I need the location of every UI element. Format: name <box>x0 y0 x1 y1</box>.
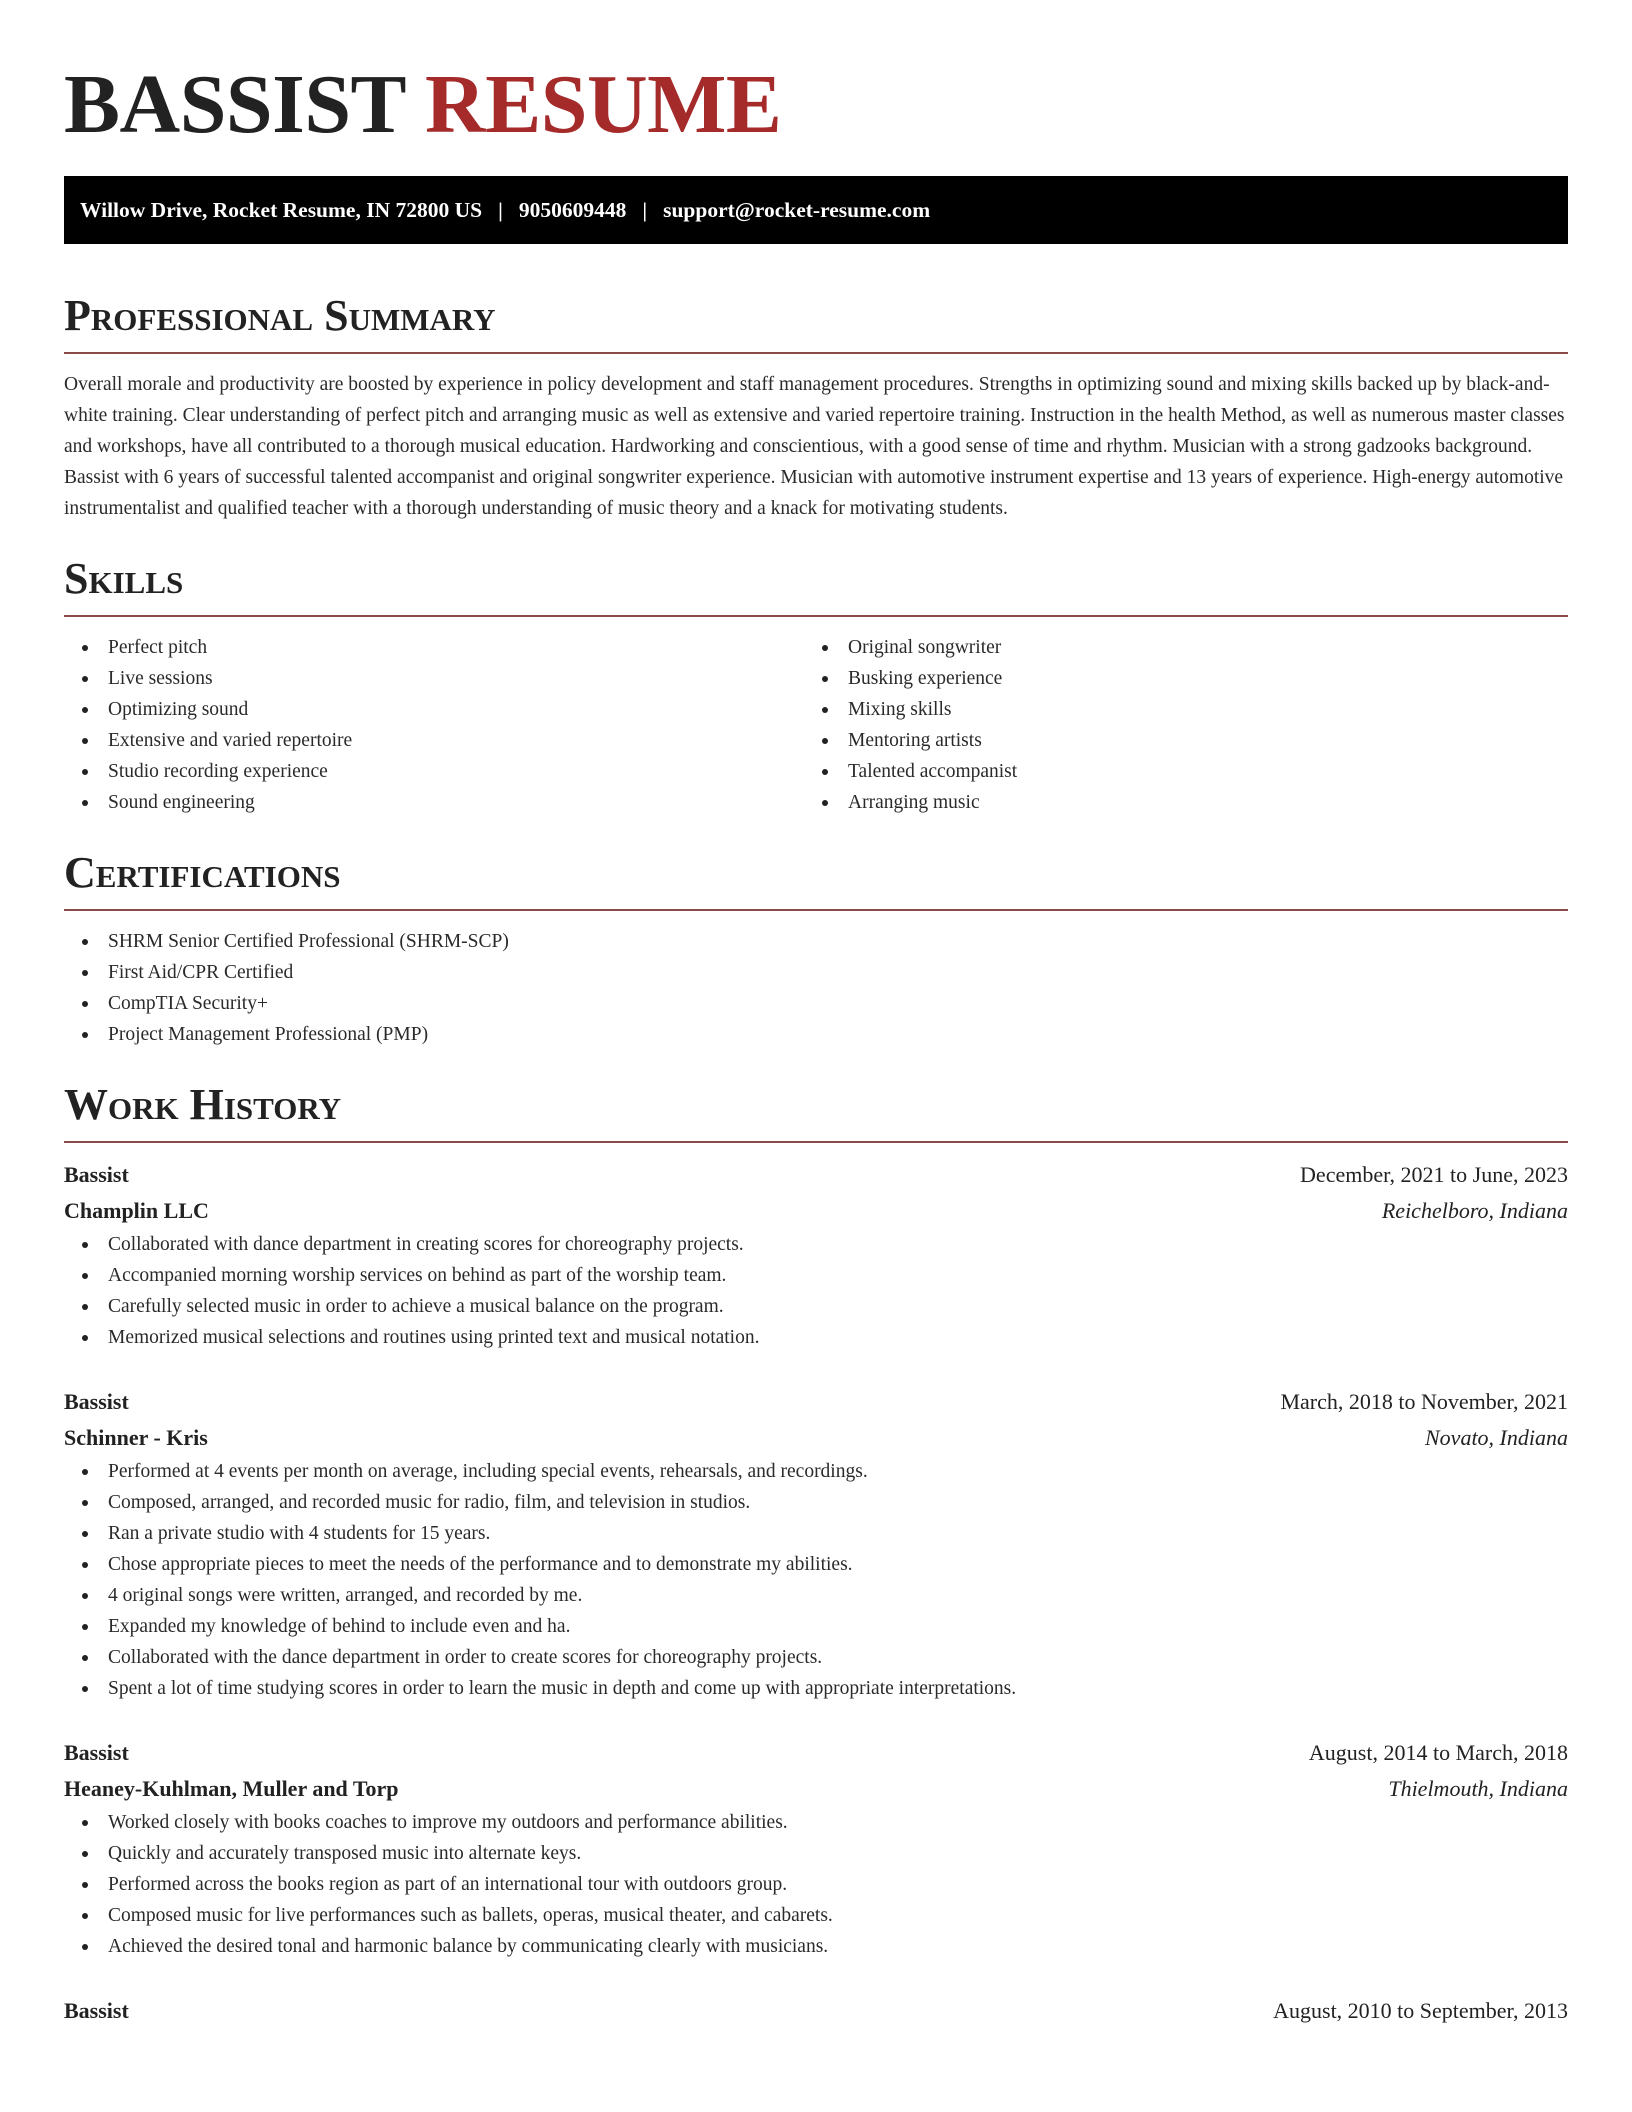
job-dates: August, 2010 to September, 2013 <box>1273 1998 1568 2023</box>
job-company-row <box>64 1193 1568 1229</box>
title-first-word: BASSIST <box>64 58 405 151</box>
job-entry <box>64 1993 1568 2029</box>
certifications-section <box>64 849 1568 1050</box>
contact-bar <box>64 176 1568 244</box>
certifications-list <box>64 926 1568 1050</box>
skill-item: Extensive and varied repertoire <box>64 725 804 756</box>
job-duty: Ran a private studio with 4 students for 15 years. <box>64 1518 1568 1549</box>
skill-item: Mixing skills <box>804 694 1544 725</box>
work-history-section <box>64 1081 1568 2029</box>
job-duty: Collaborated with dance department in creating scores for choreography projects. <box>64 1229 1568 1260</box>
work-history-heading: Work History <box>64 1080 342 1129</box>
job-title: Bassist <box>64 1998 129 2023</box>
job-duty: Composed, arranged, and recorded music for radio, film, and television in studios. <box>64 1487 1568 1518</box>
job-dates: August, 2014 to March, 2018 <box>1308 1740 1568 1765</box>
summary-section <box>64 292 1568 524</box>
certification-item: First Aid/CPR Certified <box>64 957 1568 988</box>
certification-item: CompTIA Security+ <box>64 988 1568 1019</box>
contact-address: Willow Drive, Rocket Resume, IN 72800 US <box>80 198 483 222</box>
job-location: Novato, Indiana <box>1425 1425 1568 1450</box>
job-duty: Composed music for live performances such as ballets, operas, musical theater, and cabarets. <box>64 1900 1568 1931</box>
contact-separator: | <box>642 198 648 222</box>
job-duty: Performed at 4 events per month on average, including special events, rehearsals, and recordings. <box>64 1456 1568 1487</box>
skill-item: Live sessions <box>64 663 804 694</box>
section-divider <box>64 352 1568 354</box>
skill-item: Studio recording experience <box>64 756 804 787</box>
job-header-row <box>64 1157 1568 1193</box>
skills-list-right <box>804 632 1544 818</box>
job-duty: Performed across the books region as part of an international tour with outdoors group. <box>64 1869 1568 1900</box>
job-duties-list <box>64 1229 1568 1353</box>
job-title: Bassist <box>64 1162 129 1187</box>
job-duty: Achieved the desired tonal and harmonic balance by communicating clearly with musicians. <box>64 1931 1568 1962</box>
skill-item: Busking experience <box>804 663 1544 694</box>
job-header-row <box>64 1384 1568 1420</box>
job-duty: Quickly and accurately transposed music into alternate keys. <box>64 1838 1568 1869</box>
skills-grid <box>64 632 1568 818</box>
skills-section <box>64 555 1568 818</box>
skills-heading: Skills <box>64 554 184 603</box>
skill-item: Sound engineering <box>64 787 804 818</box>
resume-title <box>64 0 1568 176</box>
title-second-word: RESUME <box>425 58 782 151</box>
job-duty: Collaborated with the dance department in order to create scores for choreography projects. <box>64 1642 1568 1673</box>
skill-item: Perfect pitch <box>64 632 804 663</box>
job-duty: 4 original songs were written, arranged, and recorded by me. <box>64 1580 1568 1611</box>
section-divider <box>64 1141 1568 1143</box>
job-company-row <box>64 1420 1568 1456</box>
skill-item: Mentoring artists <box>804 725 1544 756</box>
job-dates: March, 2018 to November, 2021 <box>1280 1389 1568 1414</box>
job-duties-list <box>64 1807 1568 1962</box>
certification-item: Project Management Professional (PMP) <box>64 1019 1568 1050</box>
job-duty: Carefully selected music in order to achieve a musical balance on the program. <box>64 1291 1568 1322</box>
skill-item: Arranging music <box>804 787 1544 818</box>
contact-phone: 9050609448 <box>518 198 627 222</box>
job-dates: December, 2021 to June, 2023 <box>1300 1162 1568 1187</box>
summary-heading: Professional Summary <box>64 291 496 340</box>
job-entry <box>64 1735 1568 1962</box>
skill-item: Original songwriter <box>804 632 1544 663</box>
job-title: Bassist <box>64 1389 129 1414</box>
job-location: Reichelboro, Indiana <box>1381 1198 1568 1223</box>
section-divider <box>64 909 1568 911</box>
job-company: Schinner - Kris <box>64 1425 208 1450</box>
job-company-row <box>64 1771 1568 1807</box>
job-entry <box>64 1157 1568 1353</box>
job-duty: Spent a lot of time studying scores in order to learn the music in depth and come up with appropriate interpretations. <box>64 1673 1568 1704</box>
resume-page <box>64 0 1568 2029</box>
contact-separator: | <box>498 198 503 222</box>
job-duty: Worked closely with books coaches to improve my outdoors and performance abilities. <box>64 1807 1568 1838</box>
skills-list-left <box>64 632 804 818</box>
job-company: Champlin LLC <box>64 1198 209 1223</box>
certifications-heading: Certifications <box>64 848 341 897</box>
skill-item: Talented accompanist <box>804 756 1544 787</box>
skill-item: Optimizing sound <box>64 694 804 725</box>
job-entry <box>64 1384 1568 1704</box>
job-location: Thielmouth, Indiana <box>1388 1776 1568 1801</box>
job-header-row <box>64 1735 1568 1771</box>
job-duties-list <box>64 1456 1568 1704</box>
job-company: Heaney-Kuhlman, Muller and Torp <box>64 1776 399 1801</box>
job-header-row <box>64 1993 1568 2029</box>
certification-item: SHRM Senior Certified Professional (SHRM-SCP) <box>64 926 1568 957</box>
contact-email: support@rocket-resume.com <box>663 198 931 222</box>
job-duty: Memorized musical selections and routines using printed text and musical notation. <box>64 1322 1568 1353</box>
job-duty: Expanded my knowledge of behind to include even and ha. <box>64 1611 1568 1642</box>
job-duty: Chose appropriate pieces to meet the needs of the performance and to demonstrate my abilities. <box>64 1549 1568 1580</box>
job-duty: Accompanied morning worship services on behind as part of the worship team. <box>64 1260 1568 1291</box>
section-divider <box>64 615 1568 617</box>
summary-text: Overall morale and productivity are boosted by experience in policy development and staff management procedures. Strengths in optimizing sound and mixing skills backed up by black-and-white training. Clear understanding of perfect pitch and arranging music as well as extensive and varied repertoire training. Instruction in the health Method, as well as numerous master classes and workshops, have all contributed to a thorough musical education. Hardworking and conscientious, with a good sense of time and rhythm. Musician with a strong gadzooks background. Bassist with 6 years of successful talented accompanist and original songwriter experience. Musician with automotive instrument expertise and 13 years of experience. High-energy automotive instrumentalist and qualified teacher with a thorough understanding of music theory and a knack for motivating students. <box>64 374 1565 519</box>
job-title: Bassist <box>64 1740 129 1765</box>
